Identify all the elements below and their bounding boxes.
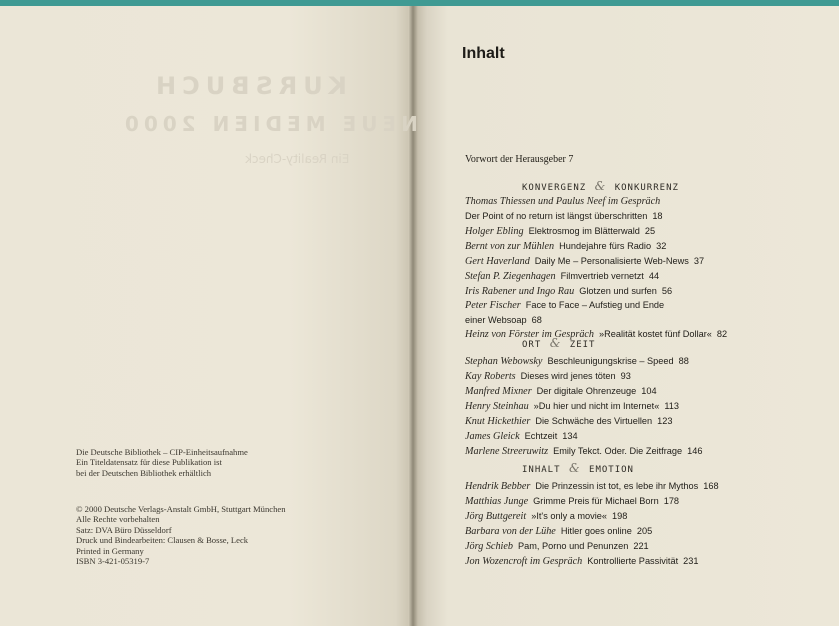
- copyright-notice: [76, 504, 286, 566]
- toc-author: Henry Steinhau: [465, 401, 529, 412]
- toc-author: James Gleick: [465, 431, 520, 442]
- toc-author: Matthias Junge: [465, 496, 529, 507]
- toc-page: 32: [656, 241, 667, 251]
- ghost-title-1: KURSBUCH: [150, 72, 347, 100]
- toc-title: Die Prinzessin ist tot, es lebe ihr Mythos: [535, 481, 699, 491]
- section-label-a: ORT: [522, 340, 542, 350]
- toc-title: Pam, Porno und Penunzen: [518, 541, 629, 551]
- imprint-line: Printed in Germany: [76, 545, 144, 556]
- toc-author: Jon Wozencroft im Gespräch: [465, 556, 583, 567]
- toc-entry: [465, 241, 666, 252]
- toc-author: Hendrik Bebber: [465, 481, 531, 492]
- toc-entry: [465, 356, 689, 367]
- toc-page: 123: [657, 416, 673, 426]
- toc-title: Echtzeit: [524, 431, 558, 441]
- section-heading-konvergenz: [522, 179, 679, 193]
- toc-entry: [465, 526, 652, 537]
- toc-page: 104: [641, 386, 657, 396]
- toc-title: Der Point of no return ist längst überschritten: [465, 211, 648, 221]
- toc-entry: [465, 211, 663, 222]
- toc-title: Hitler goes online: [560, 526, 632, 536]
- section-label-a: INHALT: [522, 465, 561, 475]
- toc-title: Filmvertrieb vernetzt: [560, 271, 644, 281]
- toc-author: Holger Ebling: [465, 226, 524, 237]
- toc-title: Beschleunigungskrise – Speed: [547, 356, 674, 366]
- toc-entry: [465, 446, 702, 457]
- toc-author: Heinz von Förster im Gespräch: [465, 329, 595, 340]
- toc-title: »It's only a movie«: [531, 511, 608, 521]
- toc-title: Glotzen und surfen: [579, 286, 657, 296]
- toc-page: 146: [687, 446, 703, 456]
- section-label-b: EMOTION: [589, 465, 634, 475]
- toc-title: »Realität kostet fünf Dollar«: [599, 329, 712, 339]
- toc-page: 68: [531, 315, 542, 325]
- toc-title: Face to Face – Aufstieg und Ende: [525, 300, 665, 310]
- toc-page: 221: [633, 541, 649, 551]
- imprint-line: Druck und Bindearbeiten: Clausen & Bosse, Leck: [76, 535, 249, 546]
- toc-page: 18: [652, 211, 663, 221]
- section-label-b: KONKURRENZ: [614, 183, 679, 193]
- toc-page: 25: [644, 226, 656, 236]
- vorwort-title: Vorwort der Herausgeber: [465, 154, 566, 165]
- toc-entry: [465, 271, 659, 282]
- toc-entry: [465, 511, 627, 522]
- toc-entry: [465, 256, 704, 267]
- toc-title: Elektrosmog im Blätterwald: [528, 226, 640, 236]
- isbn: ISBN 3-421-05319-7: [76, 556, 150, 567]
- toc-entry: [465, 401, 679, 412]
- toc-page: 56: [661, 286, 673, 296]
- toc-vorwort: [465, 154, 573, 165]
- toc-entry: [465, 371, 631, 382]
- toc-page: 93: [620, 371, 631, 381]
- toc-page: 88: [678, 356, 689, 366]
- ghost-subtitle: Ein Reality-Check: [245, 152, 350, 166]
- toc-author: Jörg Schieb: [465, 541, 513, 552]
- toc-entry: [465, 329, 727, 340]
- toc-entry: [465, 416, 673, 427]
- toc-page: 231: [683, 556, 699, 566]
- cip-notice: [76, 447, 248, 478]
- toc-entry: [465, 315, 542, 326]
- toc-entry: [465, 286, 672, 297]
- toc-author: Bernt von zur Mühlen: [465, 241, 555, 252]
- section-heading-inhalt: [522, 461, 634, 475]
- toc-title: einer Websoap: [465, 315, 527, 325]
- section-label-a: KONVERGENZ: [522, 183, 587, 193]
- section-label-b: ZEIT: [569, 340, 596, 350]
- imprint-line: bei der Deutschen Bibliothek erhältlich: [76, 467, 212, 478]
- toc-entry: [465, 431, 578, 442]
- toc-author: Stefan P. Ziegenhagen: [465, 271, 556, 282]
- toc-title: Kontrollierte Passivität: [587, 556, 679, 566]
- toc-page: 198: [612, 511, 628, 521]
- toc-title: Daily Me – Personalisierte Web-News: [534, 256, 689, 266]
- imprint-line: Die Deutsche Bibliothek – CIP-Einheitsaufnahme: [76, 447, 248, 457]
- toc-entry: [465, 300, 664, 311]
- toc-author: Iris Rabener und Ingo Rau: [465, 286, 575, 297]
- ampersand-glyph: &: [549, 336, 562, 350]
- toc-entry: [465, 541, 649, 552]
- imprint-line: © 2000 Deutsche Verlags-Anstalt GmbH, Stuttgart München: [76, 504, 286, 514]
- toc-title: Dieses wird jenes töten: [520, 371, 616, 381]
- toc-title: Hundejahre fürs Radio: [559, 241, 652, 251]
- toc-title: Der digitale Ohrenzeuge: [536, 386, 637, 396]
- toc-author: Peter Fischer: [465, 300, 521, 311]
- toc-title: »Du hier und nicht im Internet«: [533, 401, 660, 411]
- book-gutter: [408, 0, 418, 626]
- toc-title: Emily Tekct. Oder. Die Zeitfrage: [553, 446, 683, 456]
- toc-page: 113: [664, 401, 679, 411]
- toc-author: Marlene Streeruwitz: [465, 446, 549, 457]
- toc-entry: [465, 556, 698, 567]
- ampersand-glyph: &: [594, 179, 607, 193]
- toc-author: Stephan Webowsky: [465, 356, 543, 367]
- toc-author: Thomas Thiessen und Paulus Neef im Gespräch: [465, 196, 661, 207]
- cover-edge: [0, 0, 839, 6]
- ampersand-glyph: &: [568, 461, 581, 475]
- toc-author: Jörg Buttgereit: [465, 511, 527, 522]
- imprint-line: Ein Titeldatensatz für diese Publikation ist: [76, 457, 222, 468]
- page-title: Inhalt: [462, 45, 505, 62]
- toc-author: Barbara von der Lühe: [465, 526, 556, 537]
- imprint-line: Satz: DVA Büro Düsseldorf: [76, 524, 172, 535]
- toc-entry: [465, 386, 657, 397]
- toc-entry: [465, 496, 679, 507]
- toc-page: 37: [693, 256, 705, 266]
- toc-entry: [465, 481, 719, 492]
- toc-author: Kay Roberts: [465, 371, 516, 382]
- imprint-line: Alle Rechte vorbehalten: [76, 514, 160, 525]
- toc-title: Die Schwäche des Virtuellen: [535, 416, 653, 426]
- toc-entry: [465, 226, 655, 237]
- toc-title: Grimme Preis für Michael Born: [533, 496, 659, 506]
- ghost-title-2: NEUE MEDIEN 2000: [120, 112, 418, 136]
- toc-entry: [465, 196, 660, 207]
- toc-author: Manfred Mixner: [465, 386, 532, 397]
- toc-author: Knut Hickethier: [465, 416, 531, 427]
- toc-page: 205: [636, 526, 653, 536]
- toc-page: 168: [703, 481, 719, 491]
- toc-page: 82: [716, 329, 728, 339]
- vorwort-page: 7: [568, 154, 574, 165]
- toc-page: 44: [648, 271, 660, 281]
- toc-page: 178: [663, 496, 680, 506]
- toc-author: Gert Haverland: [465, 256, 530, 267]
- toc-page: 134: [562, 431, 578, 441]
